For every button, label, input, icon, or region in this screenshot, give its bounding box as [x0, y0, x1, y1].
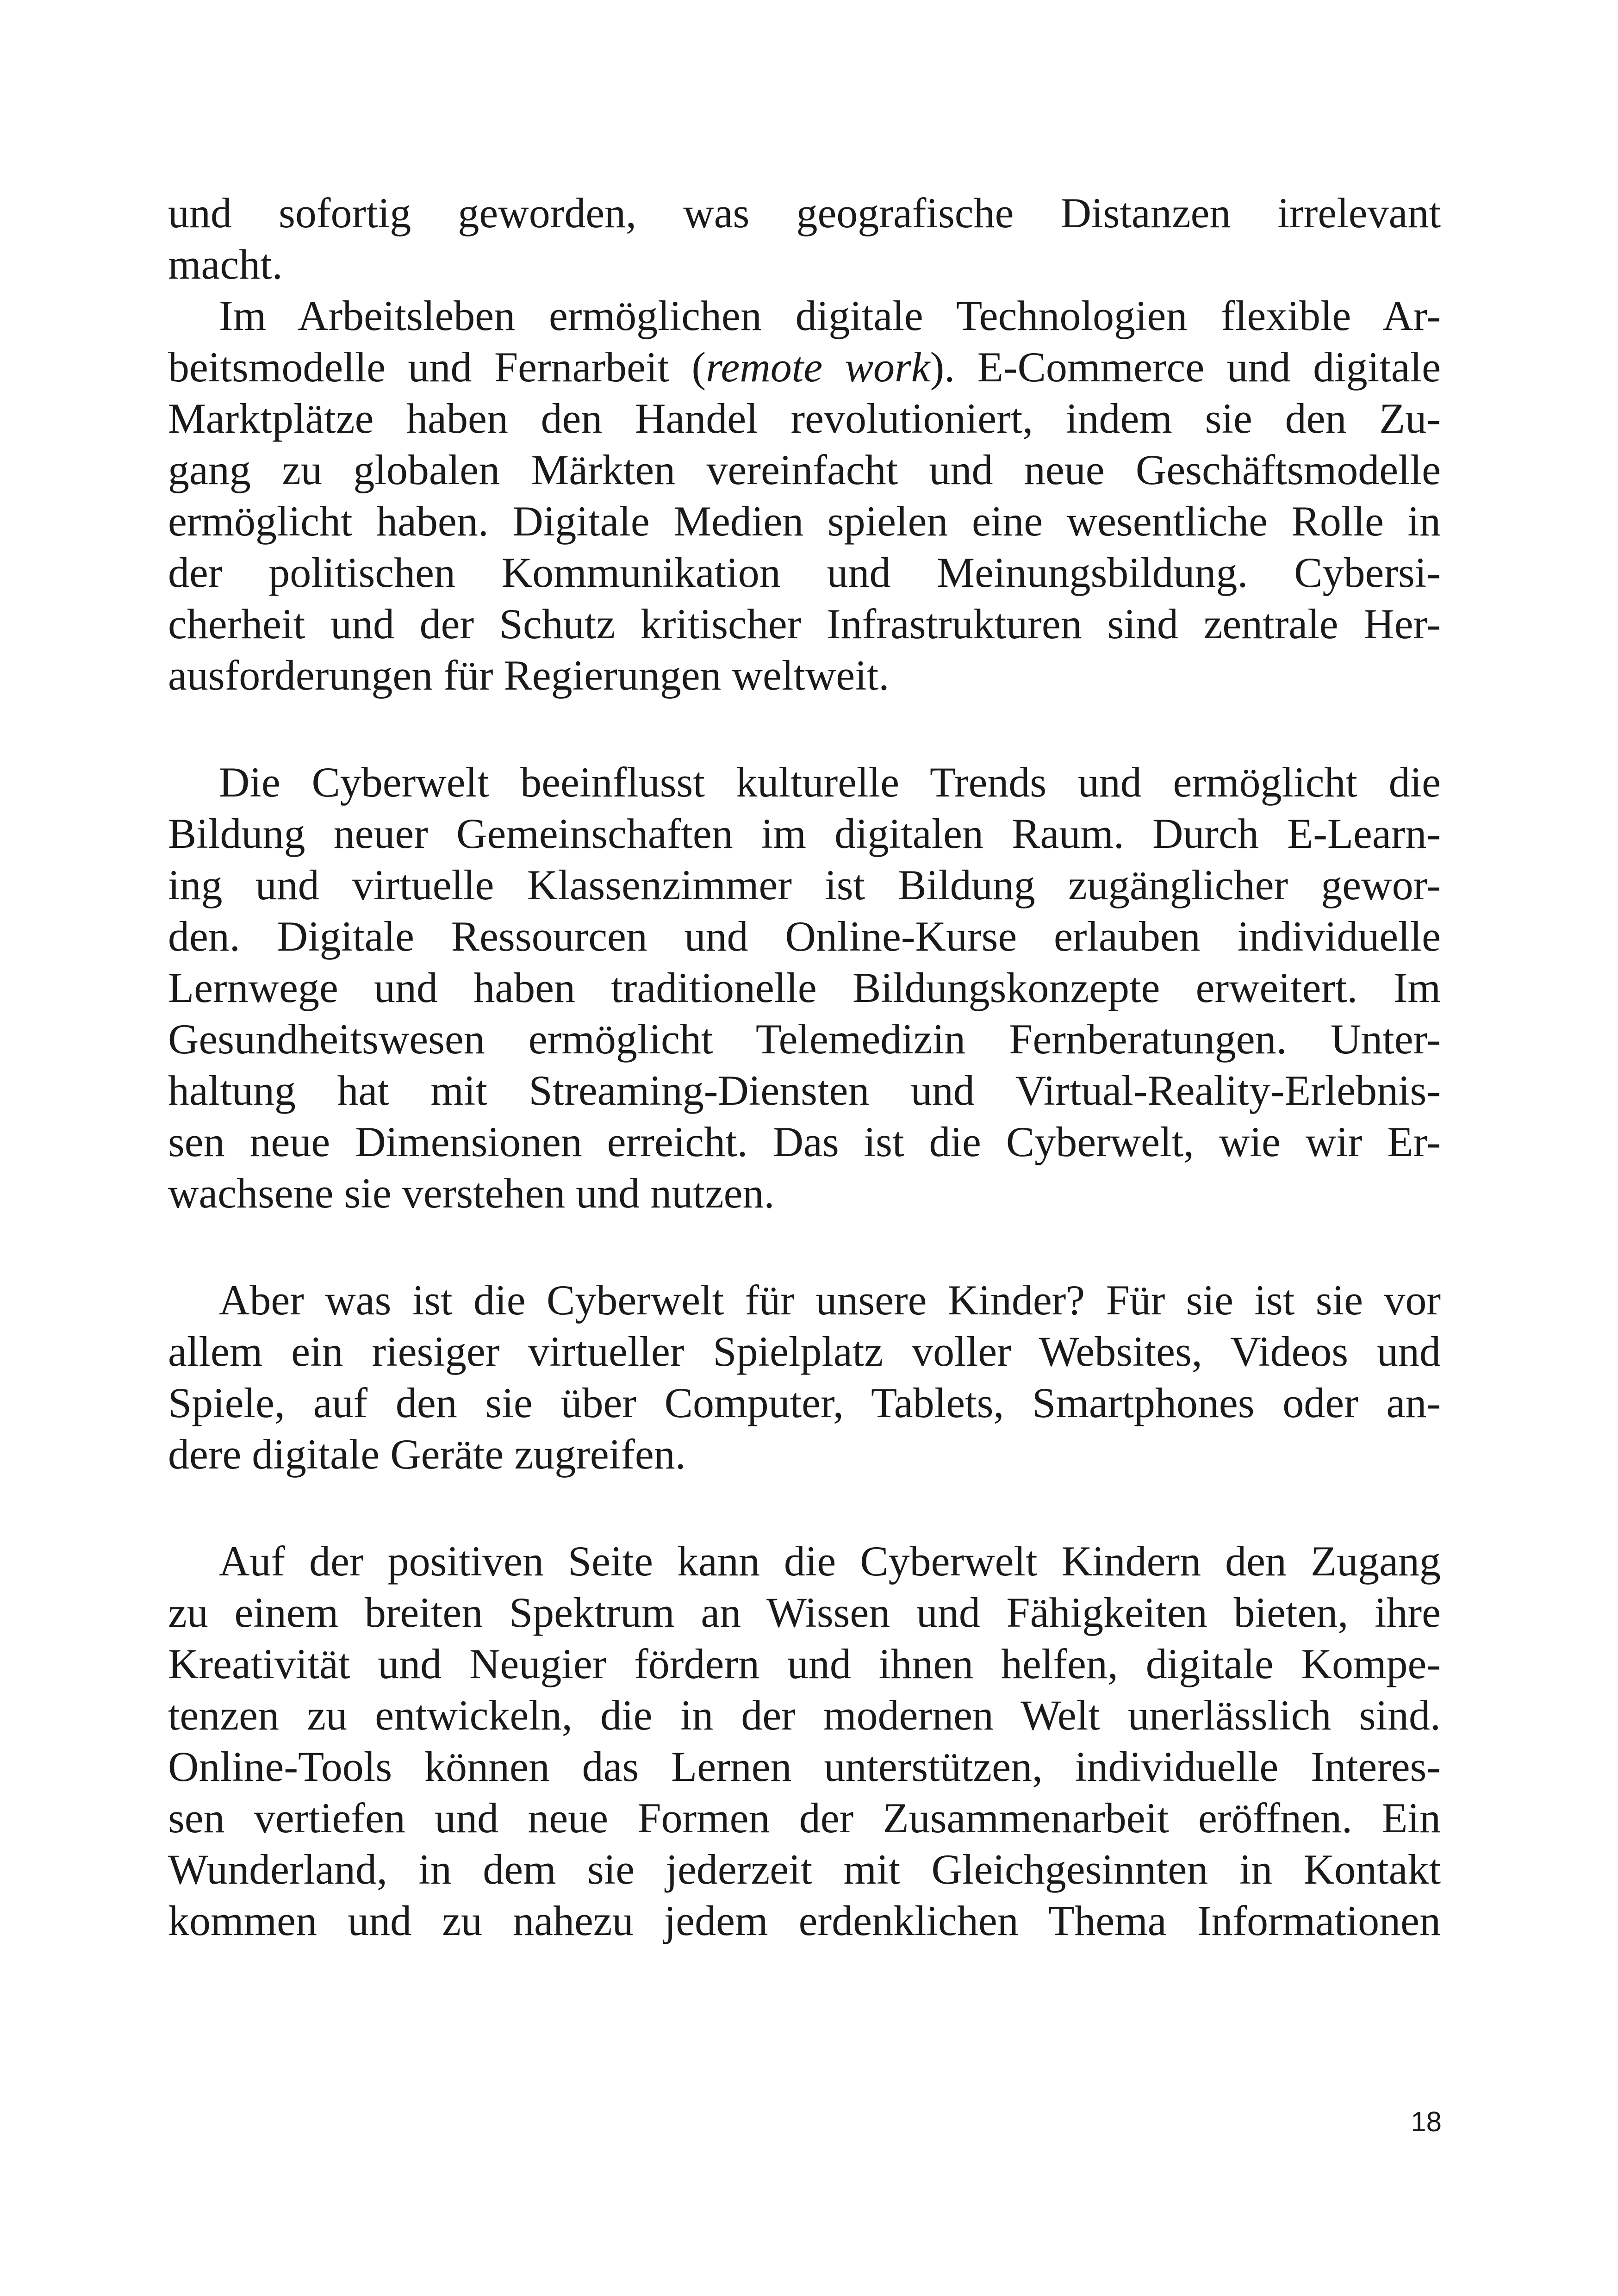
paragraph-5 — [168, 1536, 1441, 1947]
text-run: beitsmodelle und Fernarbeit ( — [168, 343, 706, 391]
text-line: sen vertiefen und neue Formen der Zusammenarbeit eröffnen. Ein — [168, 1794, 1441, 1842]
text-line: ing und virtuelle Klassenzimmer ist Bildung zugänglicher gewor- — [168, 861, 1441, 908]
text-line: Bildung neuer Gemeinschaften im digitalen Raum. Durch E-Learn- — [168, 810, 1441, 857]
paragraph-4 — [168, 1275, 1441, 1480]
text-line: haltung hat mit Streaming-Diensten und Virtual-Reality-Erlebnis- — [168, 1067, 1441, 1114]
paragraph-1 — [168, 187, 1441, 290]
paragraph-gap — [168, 1480, 1441, 1536]
text-line: cherheit und der Schutz kritischer Infrastrukturen sind zentrale Her- — [168, 600, 1441, 647]
text-line: Aber was ist die Cyberwelt für unsere Kinder? Für sie ist sie vor — [219, 1276, 1441, 1324]
text-line: allem ein riesiger virtueller Spielplatz voller Websites, Videos und — [168, 1328, 1441, 1375]
text-line: den. Digitale Ressourcen und Online-Kurse erlauben individuelle — [168, 913, 1441, 960]
text-line: ermöglicht haben. Digitale Medien spielen eine wesentliche Rolle in — [168, 498, 1441, 545]
text-line: Wunderland, in dem sie jederzeit mit Gleichgesinnten in Kontakt — [168, 1846, 1441, 1893]
text-line: zu einem breiten Spektrum an Wissen und Fähigkeiten bieten, ihre — [168, 1589, 1441, 1636]
text-line: tenzen zu entwickeln, die in der modernen Welt unerlässlich sind. — [168, 1692, 1441, 1739]
italic-term: remote work — [706, 343, 930, 391]
text-line: Marktplätze haben den Handel revolutioniert, indem sie den Zu- — [168, 395, 1441, 442]
text-line: sen neue Dimensionen erreicht. Das ist die Cyberwelt, wie wir Er- — [168, 1118, 1441, 1165]
paragraph-2 — [168, 290, 1441, 701]
text-line: wachsene sie verstehen und nutzen. — [168, 1170, 775, 1217]
text-line: dere digitale Geräte zugreifen. — [168, 1431, 686, 1478]
text-line: Die Cyberwelt beeinflusst kulturelle Trends und ermöglicht die — [219, 759, 1441, 806]
text-line: Auf der positiven Seite kann die Cyberwelt Kindern den Zugang — [219, 1537, 1441, 1585]
text-line: macht. — [168, 241, 283, 288]
body-text — [168, 187, 1441, 1947]
paragraph-gap — [168, 701, 1441, 757]
text-line — [168, 342, 1441, 393]
text-line: Gesundheitswesen ermöglicht Telemedizin Fernberatungen. Unter- — [168, 1015, 1441, 1063]
text-line: Lernwege und haben traditionelle Bildungskonzepte erweitert. Im — [168, 964, 1441, 1011]
text-line: kommen und zu nahezu jedem erdenklichen Thema Informationen — [168, 1897, 1441, 1944]
text-run: ). E-Commerce und digitale — [930, 343, 1441, 391]
text-line: Im Arbeitsleben ermöglichen digitale Technologien flexible Ar- — [219, 292, 1441, 339]
paragraph-gap — [168, 1219, 1441, 1275]
text-line: Spiele, auf den sie über Computer, Tablets, Smartphones oder an- — [168, 1379, 1441, 1426]
text-line: und sofortig geworden, was geografische Distanzen irrelevant — [168, 189, 1441, 236]
page-number: 18 — [1411, 2106, 1442, 2137]
text-line: Kreativität und Neugier fördern und ihnen helfen, digitale Kompe- — [168, 1640, 1441, 1687]
text-line: Online-Tools können das Lernen unterstützen, individuelle Interes- — [168, 1743, 1441, 1790]
text-line: ausforderungen für Regierungen weltweit. — [168, 652, 890, 699]
text-line: der politischen Kommunikation und Meinungsbildung. Cybersi- — [168, 549, 1441, 596]
paragraph-3 — [168, 757, 1441, 1219]
text-line: gang zu globalen Märkten vereinfacht und neue Geschäftsmodelle — [168, 446, 1441, 493]
